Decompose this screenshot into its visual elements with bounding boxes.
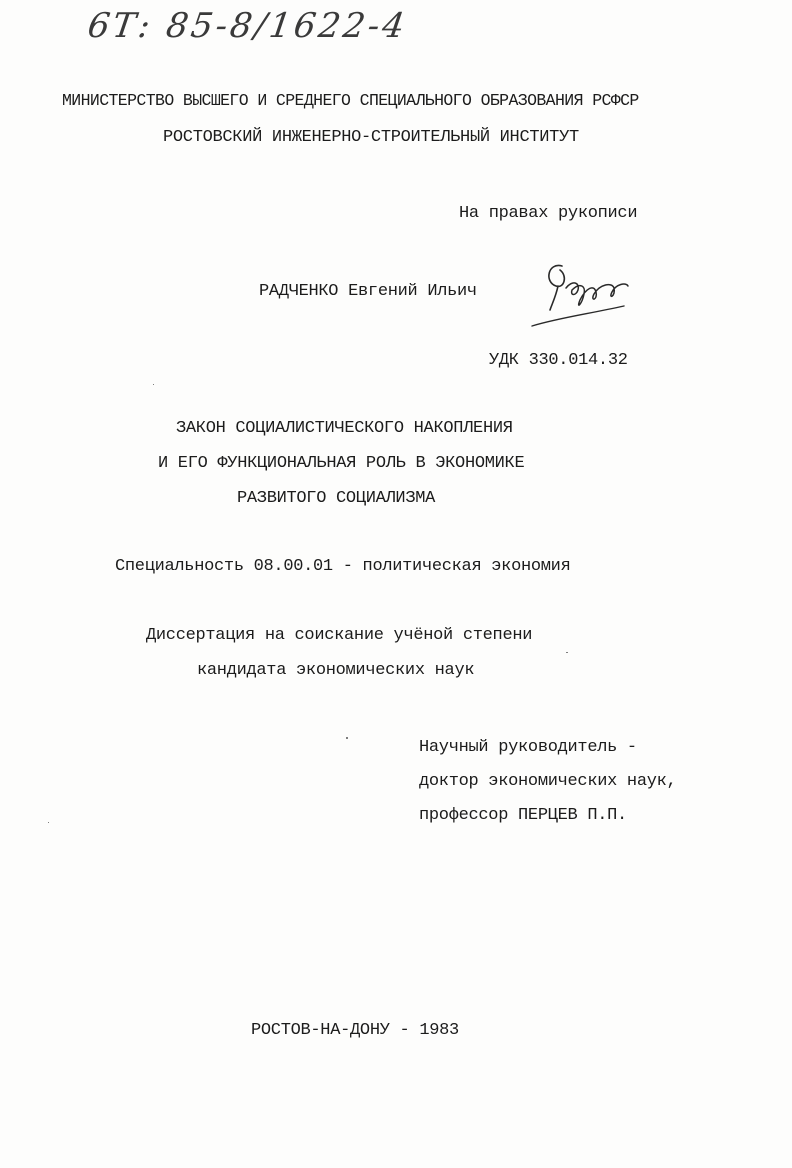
dissertation-line-2: кандидата экономических наук: [197, 661, 475, 680]
supervisor-line-3: профессор ПЕРЦЕВ П.П.: [419, 806, 627, 825]
scan-speck: [346, 737, 348, 739]
ministry-heading: МИНИСТЕРСТВО ВЫСШЕГО И СРЕДНЕГО СПЕЦИАЛЬНОГО ОБРАЗОВАНИЯ РСФСР: [62, 91, 639, 110]
institute-heading: РОСТОВСКИЙ ИНЖЕНЕРНО-СТРОИТЕЛЬНЫЙ ИНСТИТУТ: [163, 128, 579, 147]
scan-speck: [48, 822, 49, 823]
title-line-2: И ЕГО ФУНКЦИОНАЛЬНАЯ РОЛЬ В ЭКОНОМИКЕ: [158, 454, 525, 473]
udc-code: УДК 330.014.32: [489, 351, 628, 370]
handwritten-archive-number: 6Т: 85-8/1622-4: [85, 6, 410, 46]
specialty-line: Специальность 08.00.01 - политическая экономия: [115, 557, 571, 576]
dissertation-line-1: Диссертация на соискание учёной степени: [146, 626, 533, 645]
city-year-footer: РОСТОВ-НА-ДОНУ - 1983: [251, 1021, 459, 1040]
author-name: РАДЧЕНКО Евгений Ильич: [259, 282, 477, 301]
scan-speck: [566, 652, 568, 653]
manuscript-rights-note: На правах рукописи: [459, 204, 638, 223]
supervisor-line-1: Научный руководитель -: [419, 738, 637, 757]
title-line-1: ЗАКОН СОЦИАЛИСТИЧЕСКОГО НАКОПЛЕНИЯ: [176, 419, 513, 438]
author-signature: [528, 252, 640, 336]
scan-speck: [153, 384, 154, 385]
title-line-3: РАЗВИТОГО СОЦИАЛИЗМА: [237, 489, 436, 508]
supervisor-line-2: доктор экономических наук,: [419, 772, 677, 791]
